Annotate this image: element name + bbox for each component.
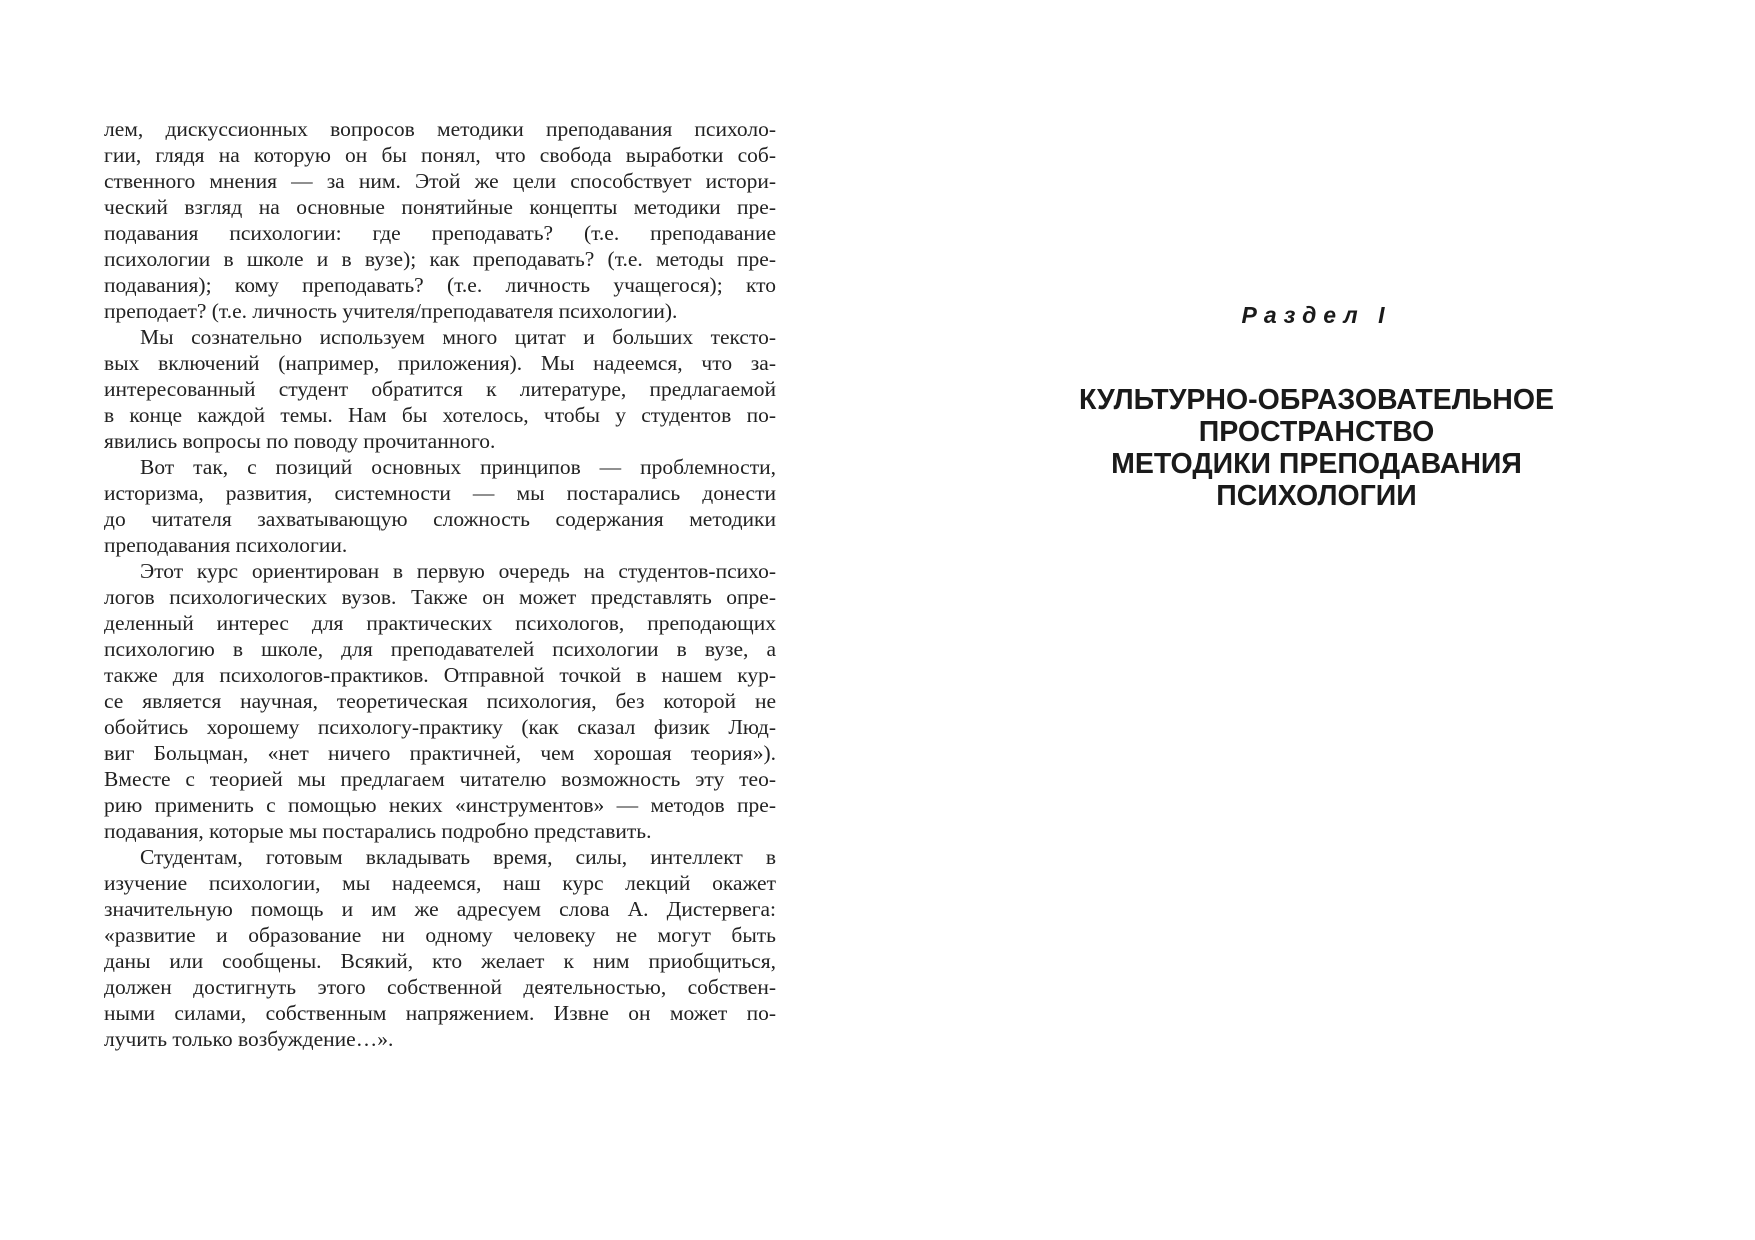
- paragraph: [104, 324, 776, 454]
- body-text: [104, 116, 776, 1052]
- section-label: Раздел I: [1241, 302, 1392, 328]
- title-line: МЕТОДИКИ ПРЕПОДАВАНИЯ: [1111, 448, 1522, 480]
- text-line: изучение психологии, мы надеемся, наш курс лекций окажет: [104, 871, 776, 895]
- section-title: [878, 384, 1755, 512]
- text-line: деленный интерес для практических психологов, преподающих: [104, 611, 776, 635]
- text-line: Вместе с теорией мы предлагаем читателю возможность эту тео-: [104, 767, 776, 791]
- text-line: даны или сообщены. Всякий, кто желает к ним приобщиться,: [104, 949, 776, 973]
- text-line: Вот так, с позиций основных принципов — проблемности,: [140, 455, 776, 479]
- title-line: КУЛЬТУРНО-ОБРАЗОВАТЕЛЬНОЕ: [1078, 384, 1555, 416]
- text-line: ственного мнения — за ним. Этой же цели способствует истори-: [104, 169, 776, 193]
- text-line: Студентам, готовым вкладывать время, силы, интеллект в: [140, 845, 776, 869]
- text-line: в конце каждой темы. Нам бы хотелось, чтобы у студентов по-: [104, 403, 776, 427]
- text-line: лем, дискуссионных вопросов методики преподавания психоло-: [104, 117, 776, 141]
- text-line: ными силами, собственным напряжением. Извне он может по-: [104, 1001, 776, 1025]
- text-line: историзма, развития, системности — мы постарались донести: [104, 481, 776, 505]
- text-line: преподавания психологии.: [104, 533, 348, 557]
- text-line: интересованный студент обратится к литературе, предлагаемой: [104, 377, 776, 401]
- text-line: значительную помощь и им же адресуем слова А. Дистервега:: [104, 897, 776, 921]
- text-line: лучить только возбуждение…».: [104, 1027, 394, 1051]
- text-line: явились вопросы по поводу прочитанного.: [104, 429, 496, 453]
- text-line: также для психологов-практиков. Отправной точкой в нашем кур-: [104, 663, 776, 687]
- text-line: Этот курс ориентирован в первую очередь на студентов-психо-: [140, 559, 776, 583]
- paragraph: [104, 558, 776, 844]
- text-line: ческий взгляд на основные понятийные концепты методики пре-: [104, 195, 776, 219]
- text-line: подавания психологии: где преподавать? (т.е. преподавание: [104, 221, 776, 245]
- text-line: вых включений (например, приложения). Мы надеемся, что за-: [104, 351, 776, 375]
- text-line: обойтись хорошему психологу-практику (как сказал физик Люд-: [104, 715, 776, 739]
- text-line: рию применить с помощью неких «инструментов» — методов пре-: [104, 793, 776, 817]
- text-line: психологии в школе и в вузе); как преподавать? (т.е. методы пре-: [104, 247, 776, 271]
- text-line: подавания, которые мы постарались подробно представить.: [104, 819, 652, 843]
- text-line: се является научная, теоретическая психология, без которой не: [104, 689, 776, 713]
- text-line: виг Больцман, «нет ничего практичней, чем хорошая теория»).: [104, 741, 776, 765]
- text-line: «развитие и образование ни одному человеку не могут быть: [104, 923, 776, 947]
- text-line: Мы сознательно используем много цитат и больших тексто-: [140, 325, 776, 349]
- text-line: гии, глядя на которую он бы понял, что свобода выработки соб-: [104, 143, 776, 167]
- title-line: ПСИХОЛОГИИ: [1216, 480, 1417, 512]
- text-line: логов психологических вузов. Также он может представлять опре-: [104, 585, 776, 609]
- text-line: до читателя захватывающую сложность содержания методики: [104, 507, 776, 531]
- paragraph: [104, 454, 776, 558]
- text-line: подавания); кому преподавать? (т.е. личность учащегося); кто: [104, 273, 776, 297]
- text-line: преподает? (т.е. личность учителя/преподавателя психологии).: [104, 299, 678, 323]
- title-line: ПРОСТРАНСТВО: [1198, 416, 1435, 448]
- paragraph: [104, 116, 776, 324]
- right-page: [878, 0, 1755, 1240]
- paragraph: [104, 844, 776, 1052]
- text-line: психологию в школе, для преподавателей психологии в вузе, а: [104, 637, 776, 661]
- text-line: должен достигнуть этого собственной деятельностью, собствен-: [104, 975, 776, 999]
